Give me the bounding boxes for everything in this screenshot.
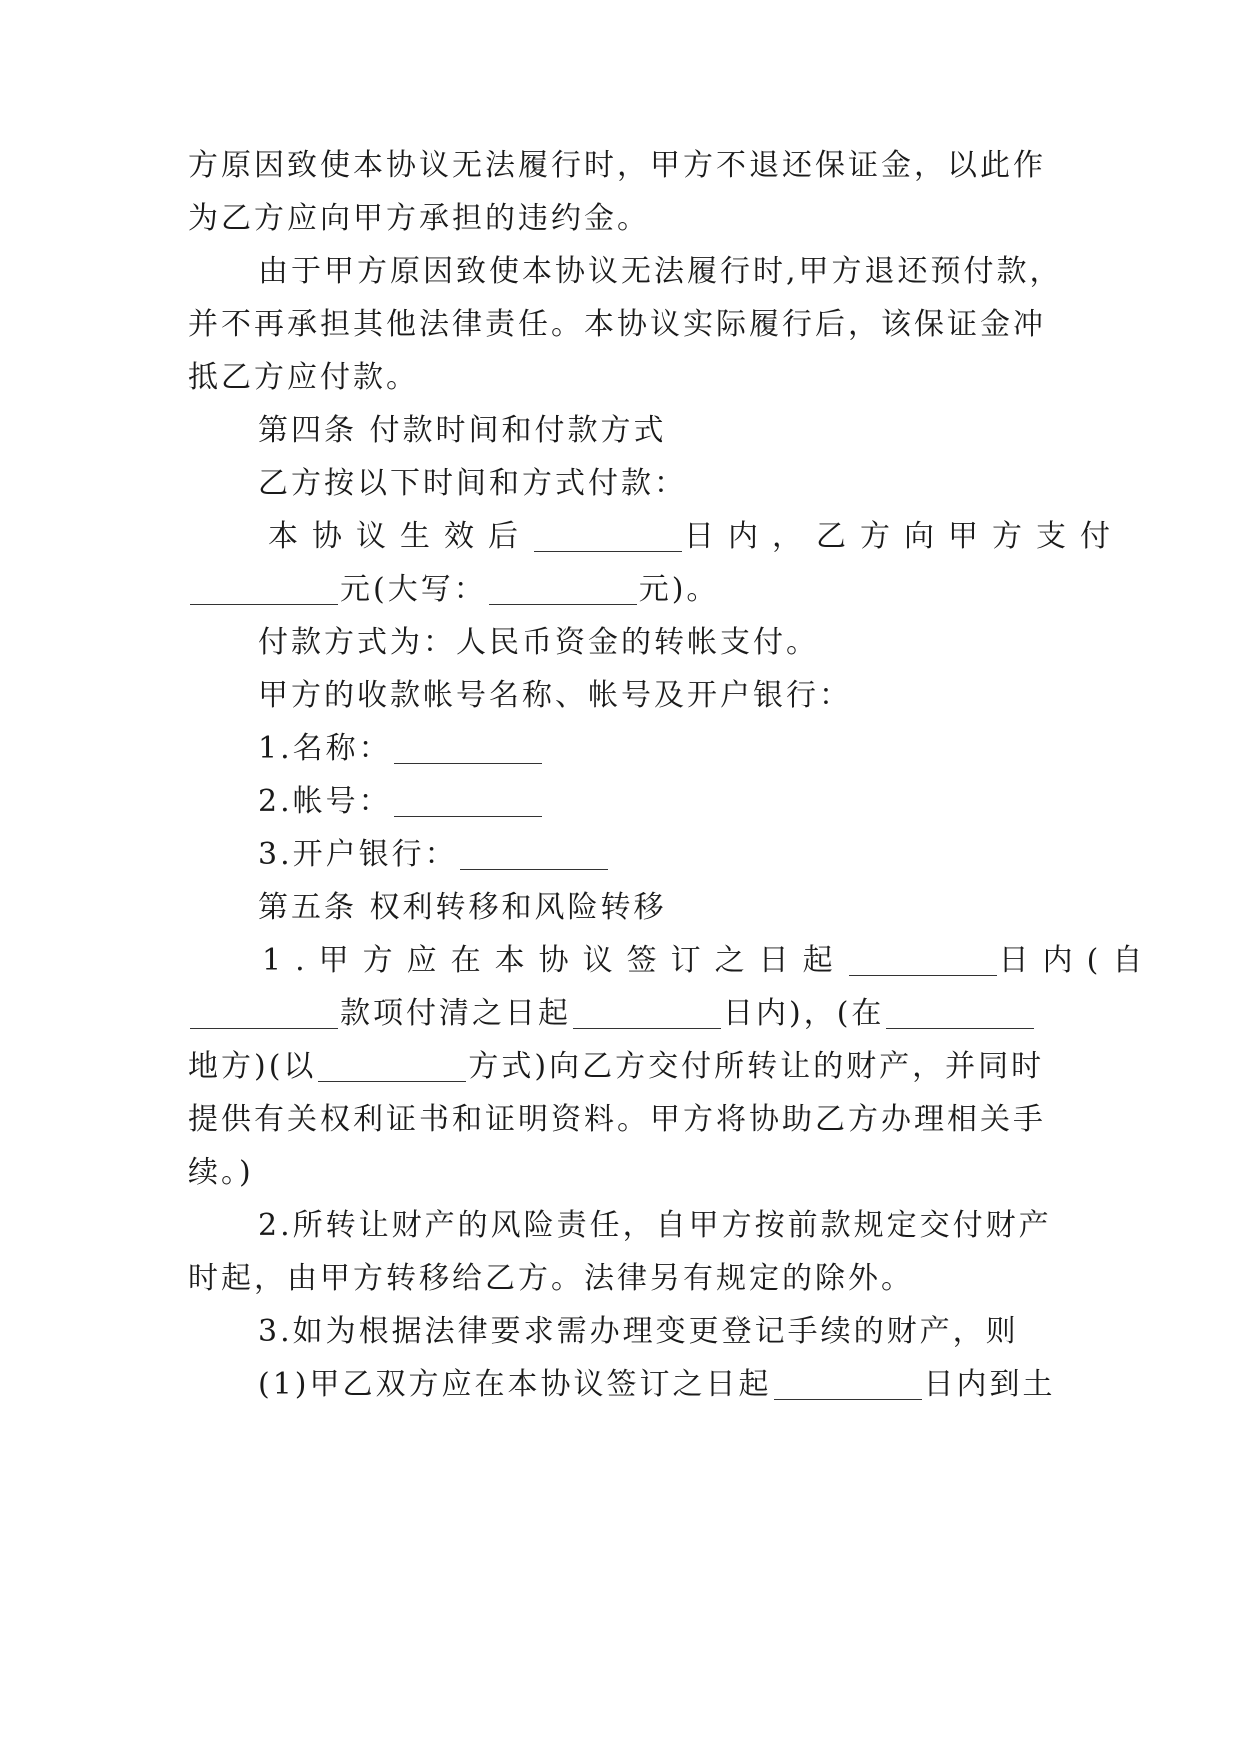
- text-line: 付款方式为：人民币资金的转帐支付。: [258, 625, 819, 660]
- text-segment: 3.开户银行：: [258, 837, 458, 872]
- fill-blank: [394, 786, 542, 817]
- text-line-registration: [258, 1365, 1138, 1405]
- text-segment: 日内)，(在: [723, 996, 885, 1031]
- article-heading: 第五条 权利转移和风险转移: [258, 890, 667, 925]
- text-line: 甲方的收款帐号名称、帐号及开户银行：: [258, 678, 852, 713]
- text-line: 提供有关权利证书和证明资料。甲方将协助乙方办理相关手: [188, 1102, 1046, 1137]
- fill-blank: [774, 1369, 922, 1400]
- fill-blank: [849, 945, 997, 976]
- text-segment: 2.帐号：: [258, 784, 392, 819]
- article-heading: 第四条 付款时间和付款方式: [258, 413, 667, 448]
- text-segment: 1.名称：: [258, 731, 392, 766]
- text-line: 方原因致使本协议无法履行时，甲方不退还保证金，以此作: [188, 148, 1046, 183]
- fill-blank: [394, 733, 542, 764]
- text-line-transfer-3: [188, 1047, 1068, 1087]
- text-segment: 方式)向乙方交付所转让的财产，并同时: [468, 1049, 1045, 1084]
- bank-line: [258, 835, 1138, 875]
- fill-blank: [886, 998, 1034, 1029]
- text-line: 时起，由甲方转移给乙方。法律另有规定的除外。: [188, 1261, 914, 1296]
- fill-blank: [318, 1051, 466, 1082]
- text-segment: 日内，乙方向甲方支付: [684, 519, 1124, 554]
- text-segment: 日内(自: [998, 943, 1157, 978]
- text-segment: 元)。: [638, 572, 720, 607]
- fill-blank: [489, 574, 637, 605]
- text-line-transfer-2: [188, 994, 1068, 1034]
- text-line: 3.如为根据法律要求需办理变更登记手续的财产，则: [258, 1314, 1019, 1349]
- text-line: 抵乙方应付款。: [188, 360, 419, 395]
- text-segment: 元(大写：: [340, 572, 487, 607]
- text-segment: 日内到土: [923, 1367, 1056, 1402]
- text-line: 为乙方应向甲方承担的违约金。: [188, 201, 650, 236]
- text-segment: 款项付清之日起: [340, 996, 571, 1031]
- text-segment: 1.甲方应在本协议签订之日起: [262, 943, 847, 978]
- text-segment: 本协议生效后: [268, 519, 532, 554]
- fill-blank: [190, 998, 338, 1029]
- fill-blank: [534, 521, 682, 552]
- text-line-transfer: [262, 941, 1157, 981]
- text-line-effective: [268, 517, 1148, 557]
- text-line: 由于甲方原因致使本协议无法履行时,甲方退还预付款，: [258, 254, 1063, 289]
- text-line: 乙方按以下时间和方式付款：: [258, 466, 687, 501]
- text-line: 并不再承担其他法律责任。本协议实际履行后，该保证金冲: [188, 307, 1046, 342]
- text-segment: 地方)(以: [188, 1049, 317, 1084]
- account-name-line: [258, 729, 1138, 769]
- account-number-line: [258, 782, 1138, 822]
- text-segment: (1)甲乙双方应在本协议签订之日起: [258, 1367, 772, 1402]
- text-line: 2.所转让财产的风险责任，自甲方按前款规定交付财产: [258, 1208, 1052, 1243]
- text-line-amount: [188, 570, 1068, 610]
- fill-blank: [573, 998, 721, 1029]
- fill-blank: [190, 574, 338, 605]
- text-line: 续。): [188, 1155, 254, 1190]
- fill-blank: [460, 839, 608, 870]
